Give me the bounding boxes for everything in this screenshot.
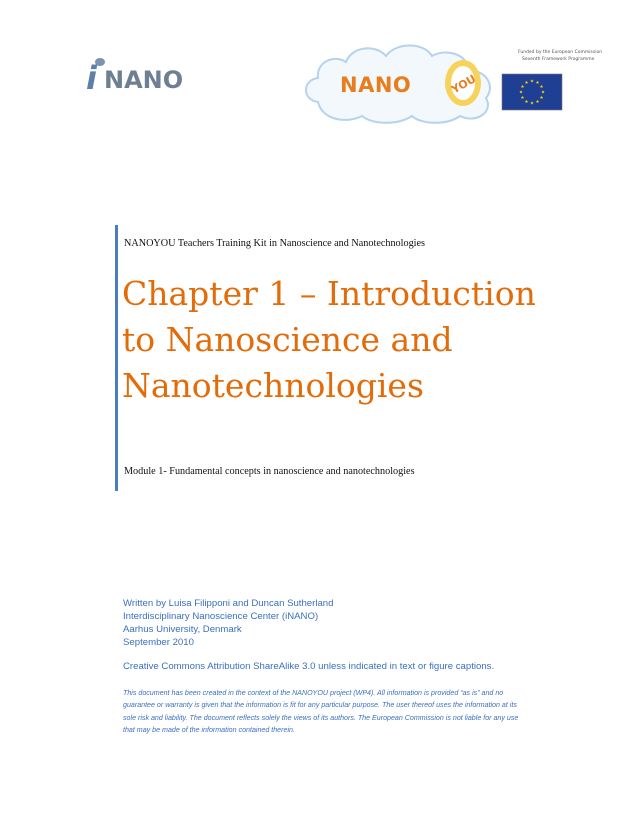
you-badge-icon xyxy=(443,58,483,108)
eu-caption-line-1: Funded by the European Commission xyxy=(518,50,603,55)
credit-institution: Interdisciplinary Nanoscience Center (iNANO) xyxy=(123,611,319,622)
credit-authors: Written by Luisa Filipponi and Duncan Sutherland xyxy=(123,598,334,609)
eu-funding-caption xyxy=(516,45,603,71)
inano-logo xyxy=(86,60,196,98)
series-title: NANOYOU Teachers Training Kit in Nanoscience and Nanotechnologies xyxy=(124,238,425,249)
inano-logo-text: NANO xyxy=(104,66,184,94)
credit-university: Aarhus University, Denmark xyxy=(123,624,242,635)
nanoyou-logo-word: NANO xyxy=(340,73,412,97)
title-block-rule xyxy=(115,225,118,491)
you-badge-text: YOU xyxy=(449,72,479,97)
credit-date: September 2010 xyxy=(123,637,194,648)
inano-logo-i: i xyxy=(86,59,97,97)
eu-caption-line-2: Seventh Framework Programme xyxy=(522,57,595,62)
license-notice: Creative Commons Attribution ShareAlike 3.0 unless indicated in text or figure captions. xyxy=(123,661,495,672)
module-subtitle: Module 1- Fundamental concepts in nanoscience and nanotechnologies xyxy=(124,466,415,477)
chapter-title: Chapter 1 – Introduction to Nanoscience and Nanotechnologies xyxy=(122,274,536,405)
disclaimer-text: This document has been created in the context of the NANOYOU project (WP4). All information is provided “as is” and no guarantee or warranty is given that the information is fit for any particular purpose. The user thereof uses the information at its sole risk and liability. The document reflects solely the views of its authors. The European Commission is not liable for any use that may be made of the information contained therein. xyxy=(123,689,519,734)
eu-flag-icon xyxy=(502,74,562,110)
